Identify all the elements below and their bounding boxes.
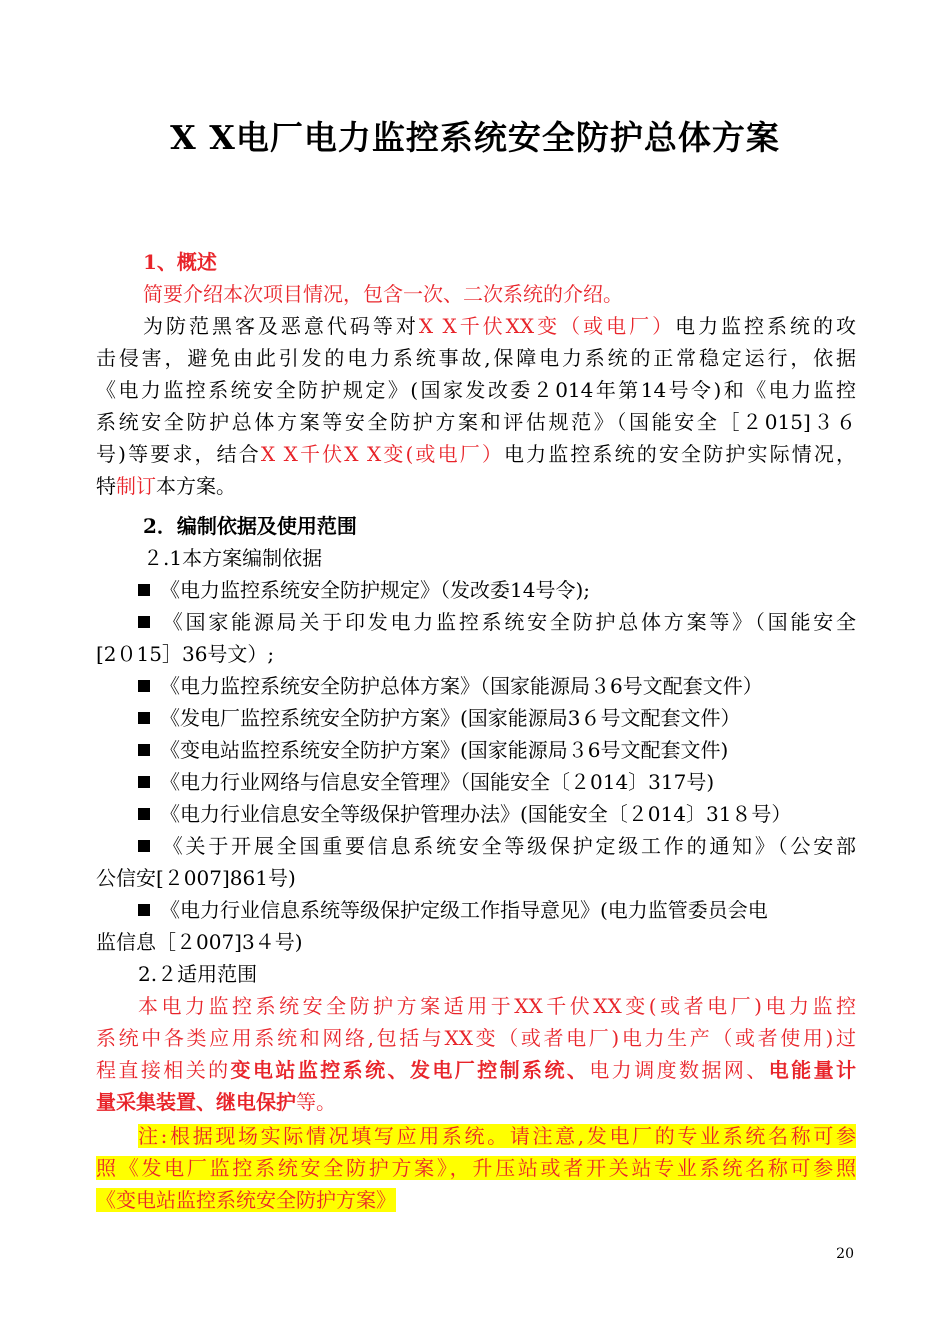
bold-system-names: 量采集装置、继电保护 [96, 1090, 296, 1114]
bullet-icon [138, 712, 150, 724]
reference-item [138, 734, 856, 766]
reference-item [138, 798, 856, 830]
reference-item [138, 766, 856, 798]
bullet-icon [138, 744, 150, 756]
reference-text: 《电力行业信息系统等级保护定级工作指导意见》(电力监管委员会电 [160, 898, 768, 922]
bullet-icon [138, 584, 150, 596]
reference-item-continuation: [2０15］36号文）; [96, 642, 275, 666]
note-line-2 [96, 1152, 856, 1184]
reference-item [138, 606, 856, 638]
highlighted-word: 制订 [116, 474, 156, 498]
text-run: 等。 [296, 1090, 336, 1114]
reference-item [138, 894, 856, 926]
subsection-2-1-heading: ２.1本方案编制依据 [143, 546, 323, 570]
text-run: 号)等要求，结合 [96, 442, 261, 466]
bullet-icon [138, 808, 150, 820]
scope-line-3 [96, 1054, 856, 1086]
scope-line-4 [96, 1086, 856, 1118]
reference-text: 《发电厂监控系统安全防护方案》(国家能源局3６号文配套文件） [160, 706, 741, 730]
section-1-para-line-4: 系统安全防护总体方案等安全防护方案和评估规范》（国能安全［２015]３６ [96, 410, 856, 434]
reference-text: 《关于开展全国重要信息系统安全等级保护定级工作的通知》（公安部 [160, 834, 856, 858]
reference-item-continuation: 公信安[２007]861号) [96, 866, 296, 890]
text-run: 为防范黑客及恶意代码等对 [143, 314, 419, 338]
bullet-icon [138, 904, 150, 916]
section-1-para-line-2: 击侵害，避免由此引发的电力系统事故,保障电力系统的正常稳定运行，依据 [96, 346, 856, 370]
reference-text: 《电力监控系统安全防护总体方案》（国家能源局３6号文配套文件） [160, 674, 763, 698]
scope-line-1: 本电力监控系统安全防护方案适用于XX千伏XX变(或者电厂)电力监控 [138, 994, 856, 1018]
reference-item [138, 670, 856, 702]
text-run: 电力监控系统的攻 [675, 314, 857, 338]
reference-text: 《变电站监控系统安全防护方案》(国家能源局３6号文配套文件) [160, 738, 729, 762]
highlighted-note: 《变电站监控系统安全防护方案》 [96, 1188, 396, 1212]
subsection-2-2-heading: 2.２适用范围 [138, 962, 258, 986]
text-run: 特 [96, 474, 116, 498]
note-line-3 [96, 1184, 856, 1216]
section-1-para-line-1 [143, 310, 856, 342]
bullet-icon [138, 680, 150, 692]
reference-item-continuation: 监信息［２007]3４号) [96, 930, 303, 954]
page-number: 20 [836, 1246, 854, 1262]
section-1-para-line-5 [96, 438, 856, 470]
bullet-icon [138, 616, 150, 628]
reference-text: 《国家能源局关于印发电力监控系统安全防护总体方案等》（国能安全 [160, 610, 856, 634]
bullet-icon [138, 776, 150, 788]
text-run: 电力调度数据网、 [589, 1058, 769, 1082]
bullet-icon [138, 840, 150, 852]
bold-system-names: 变电站监控系统、发电厂控制系统、 [230, 1058, 590, 1082]
document-title: X X电厂电力监控系统安全防护总体方案 [170, 118, 780, 157]
bold-system-names: 电能量计 [768, 1058, 857, 1082]
reference-item [138, 702, 856, 734]
reference-text: 《电力监控系统安全防护规定》（发改委14号令); [160, 578, 590, 602]
section-1-para-line-6 [96, 470, 856, 502]
highlighted-station-name: X X千伏X X变(或电厂） [260, 442, 504, 466]
scope-line-2: 系统中各类应用系统和网络,包括与XX变（或者电厂)电力生产（或者使用)过 [96, 1026, 856, 1050]
reference-item [138, 830, 856, 862]
reference-text: 《电力行业网络与信息安全管理》（国能安全〔２014〕317号) [160, 770, 715, 794]
highlighted-note: 注:根据现场实际情况填写应用系统。请注意,发电厂的专业系统名称可参 [138, 1124, 856, 1148]
reference-item [138, 574, 856, 606]
section-1-heading: 1、概述 [143, 250, 217, 274]
section-2-heading: 2．编制依据及使用范围 [143, 514, 357, 538]
highlighted-note: 照《发电厂监控系统安全防护方案》，升压站或者开关站专业系统名称可参照 [96, 1156, 856, 1180]
text-run: 本方案。 [156, 474, 236, 498]
reference-text: 《电力行业信息安全等级保护管理办法》(国能安全〔２014〕31８号） [160, 802, 792, 826]
text-run: 程直接相关的 [96, 1058, 231, 1082]
section-1-intro: 简要介绍本次项目情况，包含一次、二次系统的介绍。 [143, 282, 623, 306]
text-run: 电力监控系统的安全防护实际情况， [503, 442, 856, 466]
highlighted-station-name: X X千伏XX变（或电厂） [418, 314, 676, 338]
note-line-1 [138, 1120, 856, 1152]
section-1-para-line-3: 《电力监控系统安全防护规定》(国家发改委２014年第14号令)和《电力监控 [96, 378, 856, 402]
